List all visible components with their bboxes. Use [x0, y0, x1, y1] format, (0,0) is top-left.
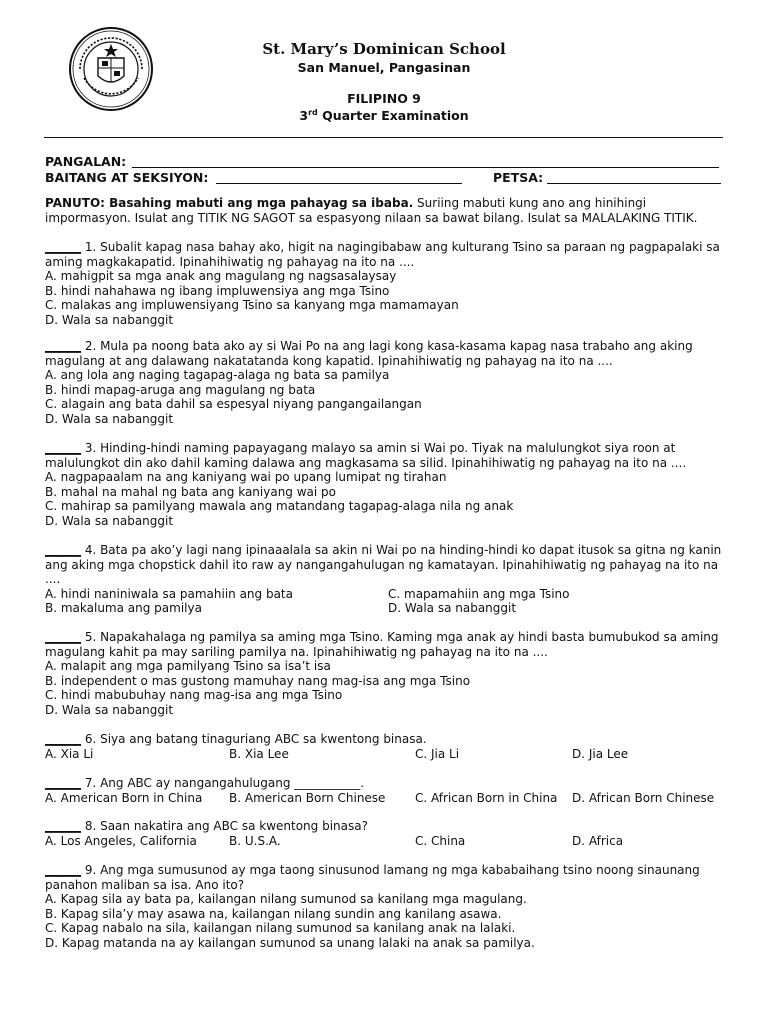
exam-ordinal-suffix: rd	[308, 108, 318, 117]
question-6	[45, 732, 729, 761]
name-field-line[interactable]	[132, 167, 719, 168]
choice: C. alagain ang bata dahil sa espesyal niyang pangangailangan	[45, 397, 422, 411]
question-3	[45, 441, 729, 528]
choice: A. hindi naniniwala sa pamahiin ang bata	[45, 586, 293, 601]
choice: D. Jia Lee	[572, 746, 629, 761]
question-1	[45, 240, 729, 327]
answer-blank[interactable]: ______	[45, 863, 81, 877]
question-2	[45, 339, 729, 426]
answer-blank[interactable]: ______	[45, 776, 81, 790]
question-4	[45, 543, 729, 616]
choice: C. hindi mabubuhay nang mag-isa ang mga Tsino	[45, 688, 343, 702]
section-label: BAITANG AT SEKSIYON:	[45, 170, 209, 185]
choice: B. mahal na mahal ng bata ang kaniyang wai po	[45, 484, 337, 499]
instructions	[45, 196, 729, 225]
answer-blank[interactable]: ______	[45, 240, 81, 254]
choice: A. ang lola ang naging tagapag-alaga ng bata sa pamilya	[45, 368, 390, 382]
exam-title-text: Quarter Examination	[317, 108, 469, 123]
question-9	[45, 863, 729, 950]
exam-title	[0, 108, 768, 123]
choice: B. independent o mas gustong mamuhay nang mag-isa ang mga Tsino	[45, 673, 471, 688]
answer-blank[interactable]: ______	[45, 441, 81, 455]
answer-blank[interactable]: ______	[45, 732, 81, 746]
choice: C. Kapag nabalo na sila, kailangan nilang sumunod sa kanilang anak na lalaki.	[45, 921, 516, 935]
answer-blank[interactable]: ______	[45, 819, 81, 833]
subject-title: FILIPINO 9	[347, 91, 421, 106]
choice: C. mapamahiin ang mga Tsino	[388, 586, 570, 601]
choice: D. Wala sa nabanggit	[45, 513, 174, 528]
name-label: PANGALAN:	[45, 154, 127, 169]
school-location: San Manuel, Pangasinan	[297, 60, 471, 75]
question-stem: 5. Napakahalaga ng pamilya sa aming mga Tsino. Kaming mga anak ay hindi basta bumubukod sa aming magulang kahit pa may sariling pamilya na. Ipinahihiwatig ng pahayag na ito na ....	[45, 630, 719, 659]
choice: C. malakas ang impluwensiyang Tsino sa kanyang mga mamamayan	[45, 298, 459, 312]
question-5	[45, 630, 729, 717]
choice: A. nagpapaalam na ang kaniyang wai po upang lumipat ng tirahan	[45, 470, 447, 484]
choice: C. African Born in China	[415, 790, 558, 805]
section-field-line[interactable]	[216, 183, 462, 184]
choice: D. Wala sa nabanggit	[388, 601, 517, 615]
choice: B. Kapag sila’y may asawa na, kailangan nilang sundin ang kanilang asawa.	[45, 906, 502, 921]
choice: A. Kapag sila ay bata pa, kailangan nilang sumunod sa kanilang mga magulang.	[45, 892, 527, 906]
question-stem: 9. Ang mga sumusunod ay mga taong sinusunod lamang ng mga kababaihang tsino noong sinaunang panahon maliban sa isa. Ano ito?	[45, 863, 700, 892]
choice: D. Kapag matanda na ay kailangan sumunod sa unang lalaki na anak sa pamilya.	[45, 935, 535, 950]
date-field-line[interactable]	[547, 183, 721, 184]
choice: B. American Born Chinese	[229, 790, 386, 805]
choice: D. African Born Chinese	[572, 790, 715, 805]
choice: B. makaluma ang pamilya	[45, 601, 202, 615]
school-name: St. Mary’s Dominican School	[262, 40, 506, 58]
question-stem: 8. Saan nakatira ang ABC sa kwentong binasa?	[81, 819, 368, 833]
choice: D. Africa	[572, 833, 624, 848]
exam-ordinal: 3	[299, 108, 309, 123]
question-stem: 6. Siya ang batang tinaguriang ABC sa kwentong binasa.	[81, 732, 427, 746]
answer-blank[interactable]: ______	[45, 339, 81, 353]
date-label: PETSA:	[493, 170, 544, 185]
question-7	[45, 776, 729, 805]
question-stem: 2. Mula pa noong bata ako ay si Wai Po na ang lagi kong kasa-kasama kapag nasa trabaho ang aking magulang at ang dalawang nakatatanda kong kapatid. Ipinahihiwatig ng pahayag na ito na ....	[45, 339, 693, 368]
question-stem: 7. Ang ABC ay nangangahulugang ___________.	[81, 776, 365, 790]
choice: A. Los Angeles, California	[45, 833, 197, 848]
choice: D. Wala sa nabanggit	[45, 312, 174, 327]
choice: A. malapit ang mga pamilyang Tsino sa isa’t isa	[45, 659, 331, 673]
choice: D. Wala sa nabanggit	[45, 411, 174, 426]
choice: C. China	[415, 833, 466, 848]
choice: B. Xia Lee	[229, 746, 289, 761]
answer-blank[interactable]: ______	[45, 630, 81, 644]
choice: A. American Born in China	[45, 790, 203, 805]
instructions-lead: PANUTO: Basahing mabuti ang mga pahayag sa ibaba.	[45, 196, 414, 210]
question-stem: 3. Hinding-hindi naming papayagang malayo sa amin si Wai po. Tiyak na malulungkot siya roon at malulungkot din ako dahil kaming dalawa ang magkasama sa silid. Ipinahihiwatig ng pahayag na ito na ....	[45, 441, 687, 470]
choice: B. hindi nahahawa ng ibang impluwensiya ang mga Tsino	[45, 283, 390, 298]
instructions-body: Suriing mabuti kung ano ang hinihingi impormasyon. Isulat ang TITIK NG SAGOT sa espasyong nilaan sa bawat bilang. Isulat sa MALALAKING TITIK.	[45, 196, 698, 225]
answer-blank[interactable]: ______	[45, 543, 81, 557]
choice: A. Xia Li	[45, 746, 94, 761]
choice: D. Wala sa nabanggit	[45, 702, 174, 717]
choice: C. mahirap sa pamilyang mawala ang matandang tagapag-alaga nila ng anak	[45, 499, 514, 513]
question-stem: 4. Bata pa ako’y lagi nang ipinaaalala sa akin ni Wai po na hinding-hindi ko dapat itusok sa gitna ng kanin ang aking mga chopstick dahil ito raw ay nangangahulugan ng kamatayan. Ipinahihiwatig ng pahayag na ito na ....	[45, 543, 722, 586]
choice: B. U.S.A.	[229, 833, 281, 848]
question-8	[45, 819, 729, 848]
header-divider	[44, 137, 723, 138]
choice: A. mahigpit sa mga anak ang magulang ng nagsasalaysay	[45, 269, 397, 283]
question-stem: 1. Subalit kapag nasa bahay ako, higit na nagingibabaw ang kulturang Tsino sa paraan ng pagpapalaki sa aming magkakapatid. Ipinahihiwatig ng pahayag na ito na ....	[45, 240, 720, 269]
choice: C. Jia Li	[415, 746, 460, 761]
choice: B. hindi mapag-aruga ang magulang ng bata	[45, 382, 316, 397]
